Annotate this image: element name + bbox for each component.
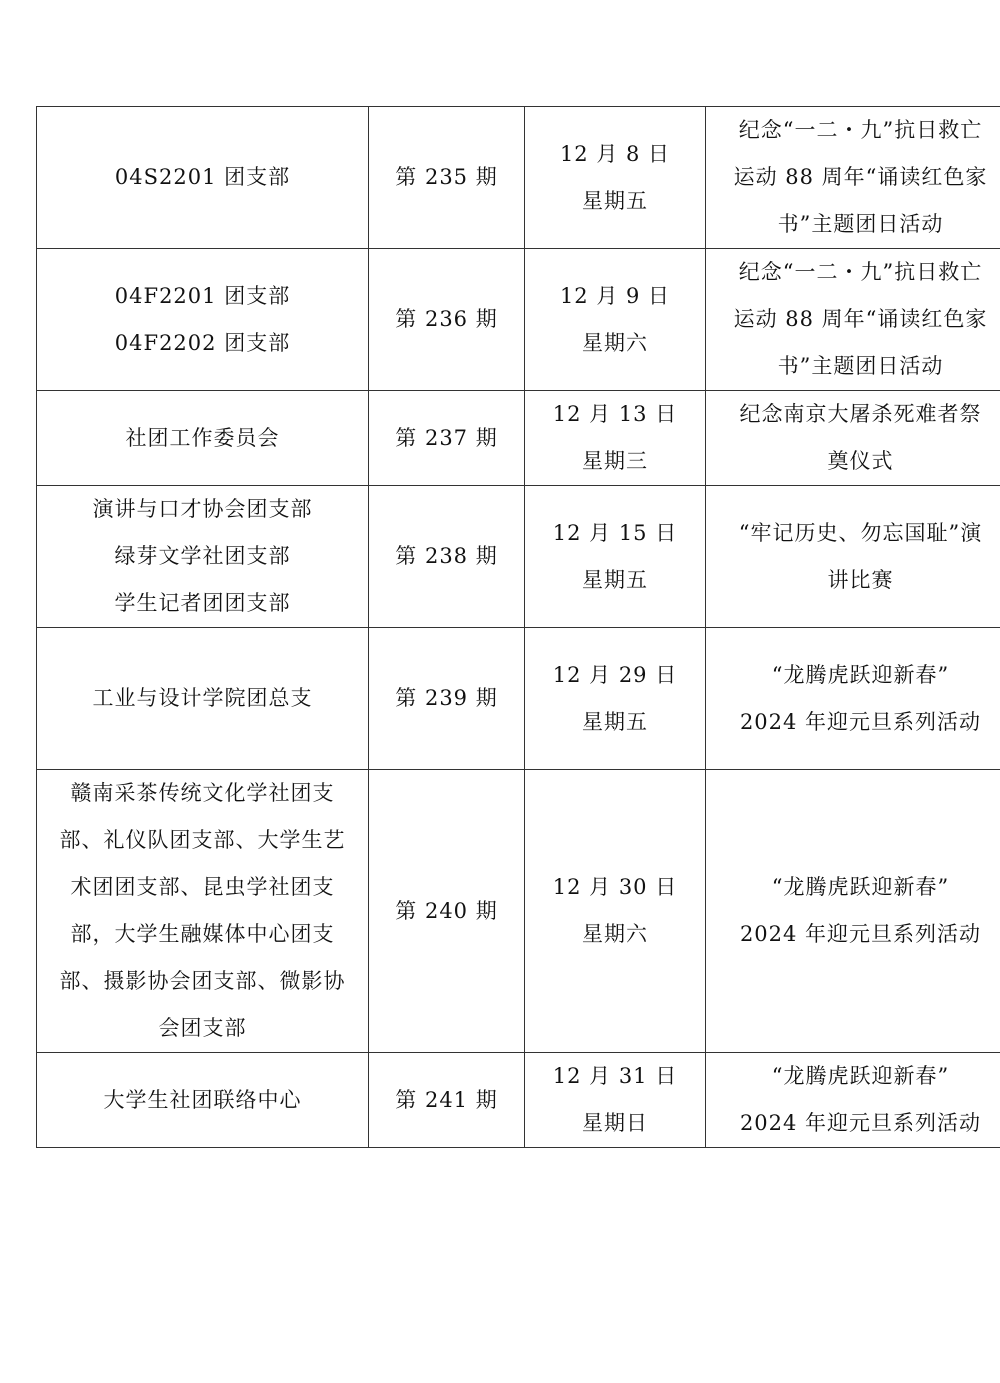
table-row xyxy=(37,107,1000,249)
weekday-text: 星期六 xyxy=(582,330,648,355)
weekday-text: 星期三 xyxy=(582,449,648,473)
unit-name: 学生记者团团支部 xyxy=(114,591,291,615)
date-text: 12 月 29 日 xyxy=(552,662,678,687)
unit-name: 绿芽文学社团支部 xyxy=(114,544,291,568)
date-text: 12 月 15 日 xyxy=(552,520,678,545)
theme-line: “牢记历史、勿忘国耻”演 xyxy=(738,520,983,545)
theme-line: 运动 88 周年“诵读红色家 xyxy=(733,307,988,331)
date-cell xyxy=(525,770,706,1053)
unit-cell xyxy=(37,1053,369,1148)
issue-number: 第 239 期 xyxy=(395,686,498,710)
unit-name: 会团支部 xyxy=(158,1016,247,1040)
theme-line: “龙腾虎跃迎新春” xyxy=(771,1064,950,1088)
theme-line: 2024 年迎元旦系列活动 xyxy=(739,709,982,734)
theme-line: 运动 88 周年“诵读红色家 xyxy=(733,165,988,189)
unit-cell xyxy=(37,391,369,486)
theme-line: 奠仪式 xyxy=(827,449,894,473)
theme-cell xyxy=(706,249,1000,391)
unit-name: 部、摄影协会团支部、微影协 xyxy=(59,969,346,993)
theme-cell xyxy=(706,1053,1000,1148)
table-row xyxy=(37,391,1000,486)
date-text: 12 月 30 日 xyxy=(552,875,678,899)
unit-name: 部，大学生融媒体中心团支 xyxy=(70,922,335,946)
unit-cell xyxy=(37,249,369,391)
theme-cell xyxy=(706,628,1000,770)
issue-cell xyxy=(369,486,525,628)
unit-name: 工业与设计学院团总支 xyxy=(92,686,313,710)
unit-name: 大学生社团联络中心 xyxy=(103,1087,302,1112)
unit-name: 赣南采茶传统文化学社团支 xyxy=(70,781,335,805)
theme-cell xyxy=(706,391,1000,486)
unit-name: 社团工作委员会 xyxy=(125,425,280,450)
unit-name: 演讲与口才协会团支部 xyxy=(92,497,313,521)
issue-number: 第 237 期 xyxy=(395,425,498,450)
unit-cell xyxy=(37,770,369,1053)
weekday-text: 星期五 xyxy=(582,188,648,213)
table-row xyxy=(37,1053,1000,1148)
date-cell xyxy=(525,391,706,486)
theme-line: 2024 年迎元旦系列活动 xyxy=(739,1111,982,1135)
theme-line: 纪念南京大屠杀死难者祭 xyxy=(739,402,982,426)
unit-cell xyxy=(37,486,369,628)
issue-cell xyxy=(369,391,525,486)
date-text: 12 月 13 日 xyxy=(552,402,678,426)
theme-line: “龙腾虎跃迎新春” xyxy=(771,662,950,687)
issue-cell xyxy=(369,628,525,770)
table-row xyxy=(37,628,1000,770)
date-cell xyxy=(525,107,706,249)
date-cell xyxy=(525,486,706,628)
issue-cell xyxy=(369,249,525,391)
table-row xyxy=(37,486,1000,628)
theme-cell xyxy=(706,770,1000,1053)
issue-cell xyxy=(369,1053,525,1148)
issue-number: 第 240 期 xyxy=(395,898,498,923)
issue-number: 第 241 期 xyxy=(395,1087,498,1112)
activity-schedule-table xyxy=(36,106,1000,1148)
date-text: 12 月 8 日 xyxy=(559,141,671,166)
issue-number: 第 238 期 xyxy=(395,544,498,568)
theme-line: 纪念“一二・九”抗日救亡 xyxy=(738,118,983,142)
issue-cell xyxy=(369,770,525,1053)
theme-line: 讲比赛 xyxy=(827,567,894,592)
issue-cell xyxy=(369,107,525,249)
theme-line: “龙腾虎跃迎新春” xyxy=(771,875,950,899)
weekday-text: 星期日 xyxy=(582,1111,648,1135)
unit-name: 04S2201 团支部 xyxy=(114,165,291,189)
date-text: 12 月 31 日 xyxy=(552,1064,678,1088)
table-row xyxy=(37,770,1000,1053)
unit-name: 04F2202 团支部 xyxy=(114,330,291,355)
theme-line: 纪念“一二・九”抗日救亡 xyxy=(738,260,983,284)
unit-name: 部、礼仪队团支部、大学生艺 xyxy=(59,828,346,852)
issue-number: 第 236 期 xyxy=(395,307,498,331)
date-cell xyxy=(525,249,706,391)
date-text: 12 月 9 日 xyxy=(559,283,671,308)
weekday-text: 星期五 xyxy=(582,709,648,734)
weekday-text: 星期五 xyxy=(582,567,648,592)
table-row xyxy=(37,249,1000,391)
date-cell xyxy=(525,628,706,770)
unit-name: 04F2201 团支部 xyxy=(114,283,291,308)
theme-cell xyxy=(706,486,1000,628)
date-cell xyxy=(525,1053,706,1148)
theme-line: 书”主题团日活动 xyxy=(777,212,944,236)
issue-number: 第 235 期 xyxy=(395,165,498,189)
theme-line: 书”主题团日活动 xyxy=(777,354,944,378)
unit-cell xyxy=(37,628,369,770)
theme-cell xyxy=(706,107,1000,249)
unit-cell xyxy=(37,107,369,249)
weekday-text: 星期六 xyxy=(582,922,648,946)
unit-name: 术团团支部、昆虫学社团支 xyxy=(70,875,335,899)
theme-line: 2024 年迎元旦系列活动 xyxy=(739,922,982,946)
